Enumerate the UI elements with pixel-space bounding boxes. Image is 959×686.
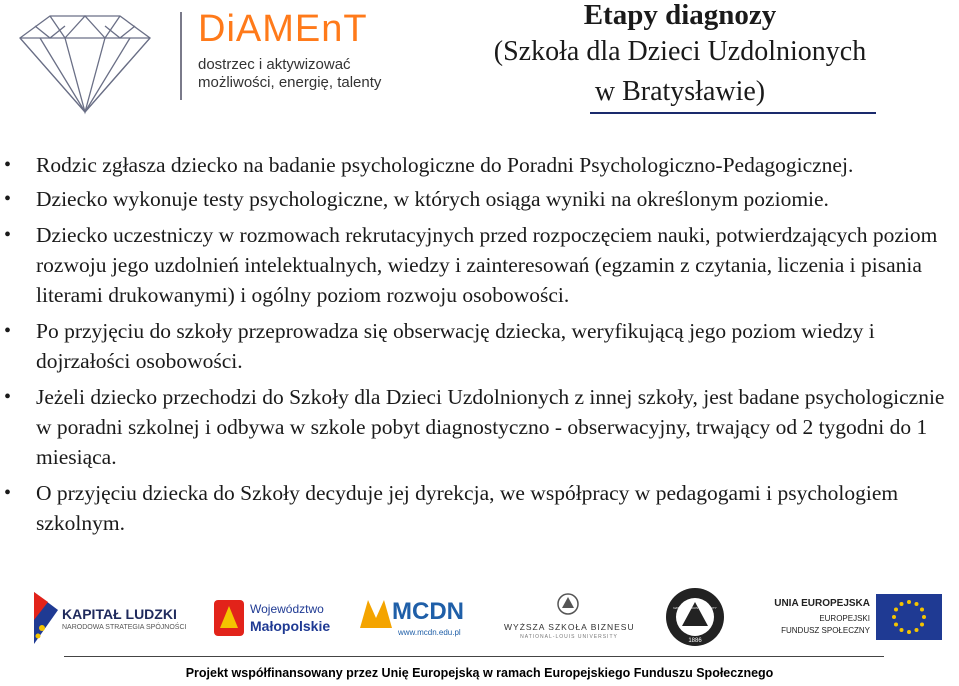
logo-divider (180, 12, 182, 100)
malopolskie-logo (212, 598, 342, 642)
diament-logo (0, 0, 380, 120)
mcdn-url: www.mcdn.edu.pl (398, 628, 461, 637)
logo-name: DiAMEnT (198, 8, 368, 50)
bullet-item: • Rodzic zgłasza dziecko na badanie psychologiczne do Poradni Psychologiczno-Pedagogicznej. (0, 150, 959, 180)
slide-title (420, 0, 940, 112)
kl-title: KAPITAŁ LUDZKI (62, 606, 177, 622)
bullet-list (0, 150, 959, 544)
bullet-item: • Jeżeli dziecko przechodzi do Szkoły dla Dzieci Uzdolnionych z innej szkoły, jest badane psychologicznie w poradni szkolnej i odbywa w szkole pobyt diagnostyczno - obserwacyjny, trwający od 2 tygodni do 1 miesiąca. (0, 382, 959, 472)
mcdn-logo (358, 594, 468, 646)
nlu-year: 1886 (688, 638, 702, 644)
wm-line1: Województwo (250, 602, 324, 616)
mcdn-icon (358, 598, 394, 630)
title-sub-line2: w Bratysławie) (594, 76, 766, 107)
eu-logo (760, 592, 950, 648)
wsb-crest-icon (556, 592, 580, 616)
title-underline (590, 112, 876, 114)
wm-line2: Małopolskie (250, 618, 331, 634)
wsb-sub: NATIONAL-LOUIS UNIVERSITY (520, 634, 618, 640)
bullet-item: • Dziecko wykonuje testy psychologiczne, w których osiąga wyniki na określonym poziomie. (0, 184, 959, 214)
sponsor-logos (0, 582, 959, 656)
eu-flag-icon (876, 594, 942, 640)
logo-tagline-1: dostrzec i aktywizować (198, 56, 351, 73)
kl-subtitle: NARODOWA STRATEGIA SPÓJNOŚCI (62, 624, 187, 631)
kapital-ludzki-logo (30, 590, 200, 646)
ue-line2: EUROPEJSKI (819, 614, 870, 623)
kapital-ludzki-icon (30, 590, 60, 646)
title-sub-line1: (Szkoła dla Dzieci Uzdolnionych (493, 36, 867, 67)
ue-line3: FUNDUSZ SPOŁECZNY (781, 626, 870, 635)
diamond-icon (10, 8, 160, 116)
ue-line1: UNIA EUROPEJSKA (774, 598, 870, 609)
bullet-item: • Po przyjęciu do szkoły przeprowadza się obserwację dziecka, weryfikującą jego poziom wiedzy i dojrzałości osobowości. (0, 316, 959, 376)
malopolskie-icon (212, 598, 246, 638)
bullet-item: • Dziecko uczestniczy w rozmowach rekrutacyjnych przed rozpoczęciem nauki, potwierdzających poziom rozwoju jego uzdolnień intelektualnych, wiedzy i zainteresowań (egzamin z czytania, liczenia i pisania literami drukowanymi) i ogólny poziom rozwoju osobowości. (0, 220, 959, 310)
bullet-item: • O przyjęciu dziecka do Szkoły decyduje jej dyrekcja, we współpracy w pedagogami i psychologiem szkolnym. (0, 478, 959, 538)
mcdn-name: MCDN (392, 598, 464, 625)
wsb-logo (504, 592, 634, 646)
logo-tagline-2: możliwości, energię, talenty (198, 74, 382, 91)
nlu-seal (664, 586, 726, 652)
title-main: Etapy diagnozy (583, 0, 777, 31)
footer-rule (64, 656, 884, 657)
wsb-name: WYŻSZA SZKOŁA BIZNESU (504, 622, 635, 632)
nlu-ring-text: NATIONAL-LOUIS UNIVERSITY (673, 606, 717, 610)
footer-text: Projekt współfinansowany przez Unię Europejską w ramach Europejskiego Funduszu Społecznego (185, 666, 774, 680)
